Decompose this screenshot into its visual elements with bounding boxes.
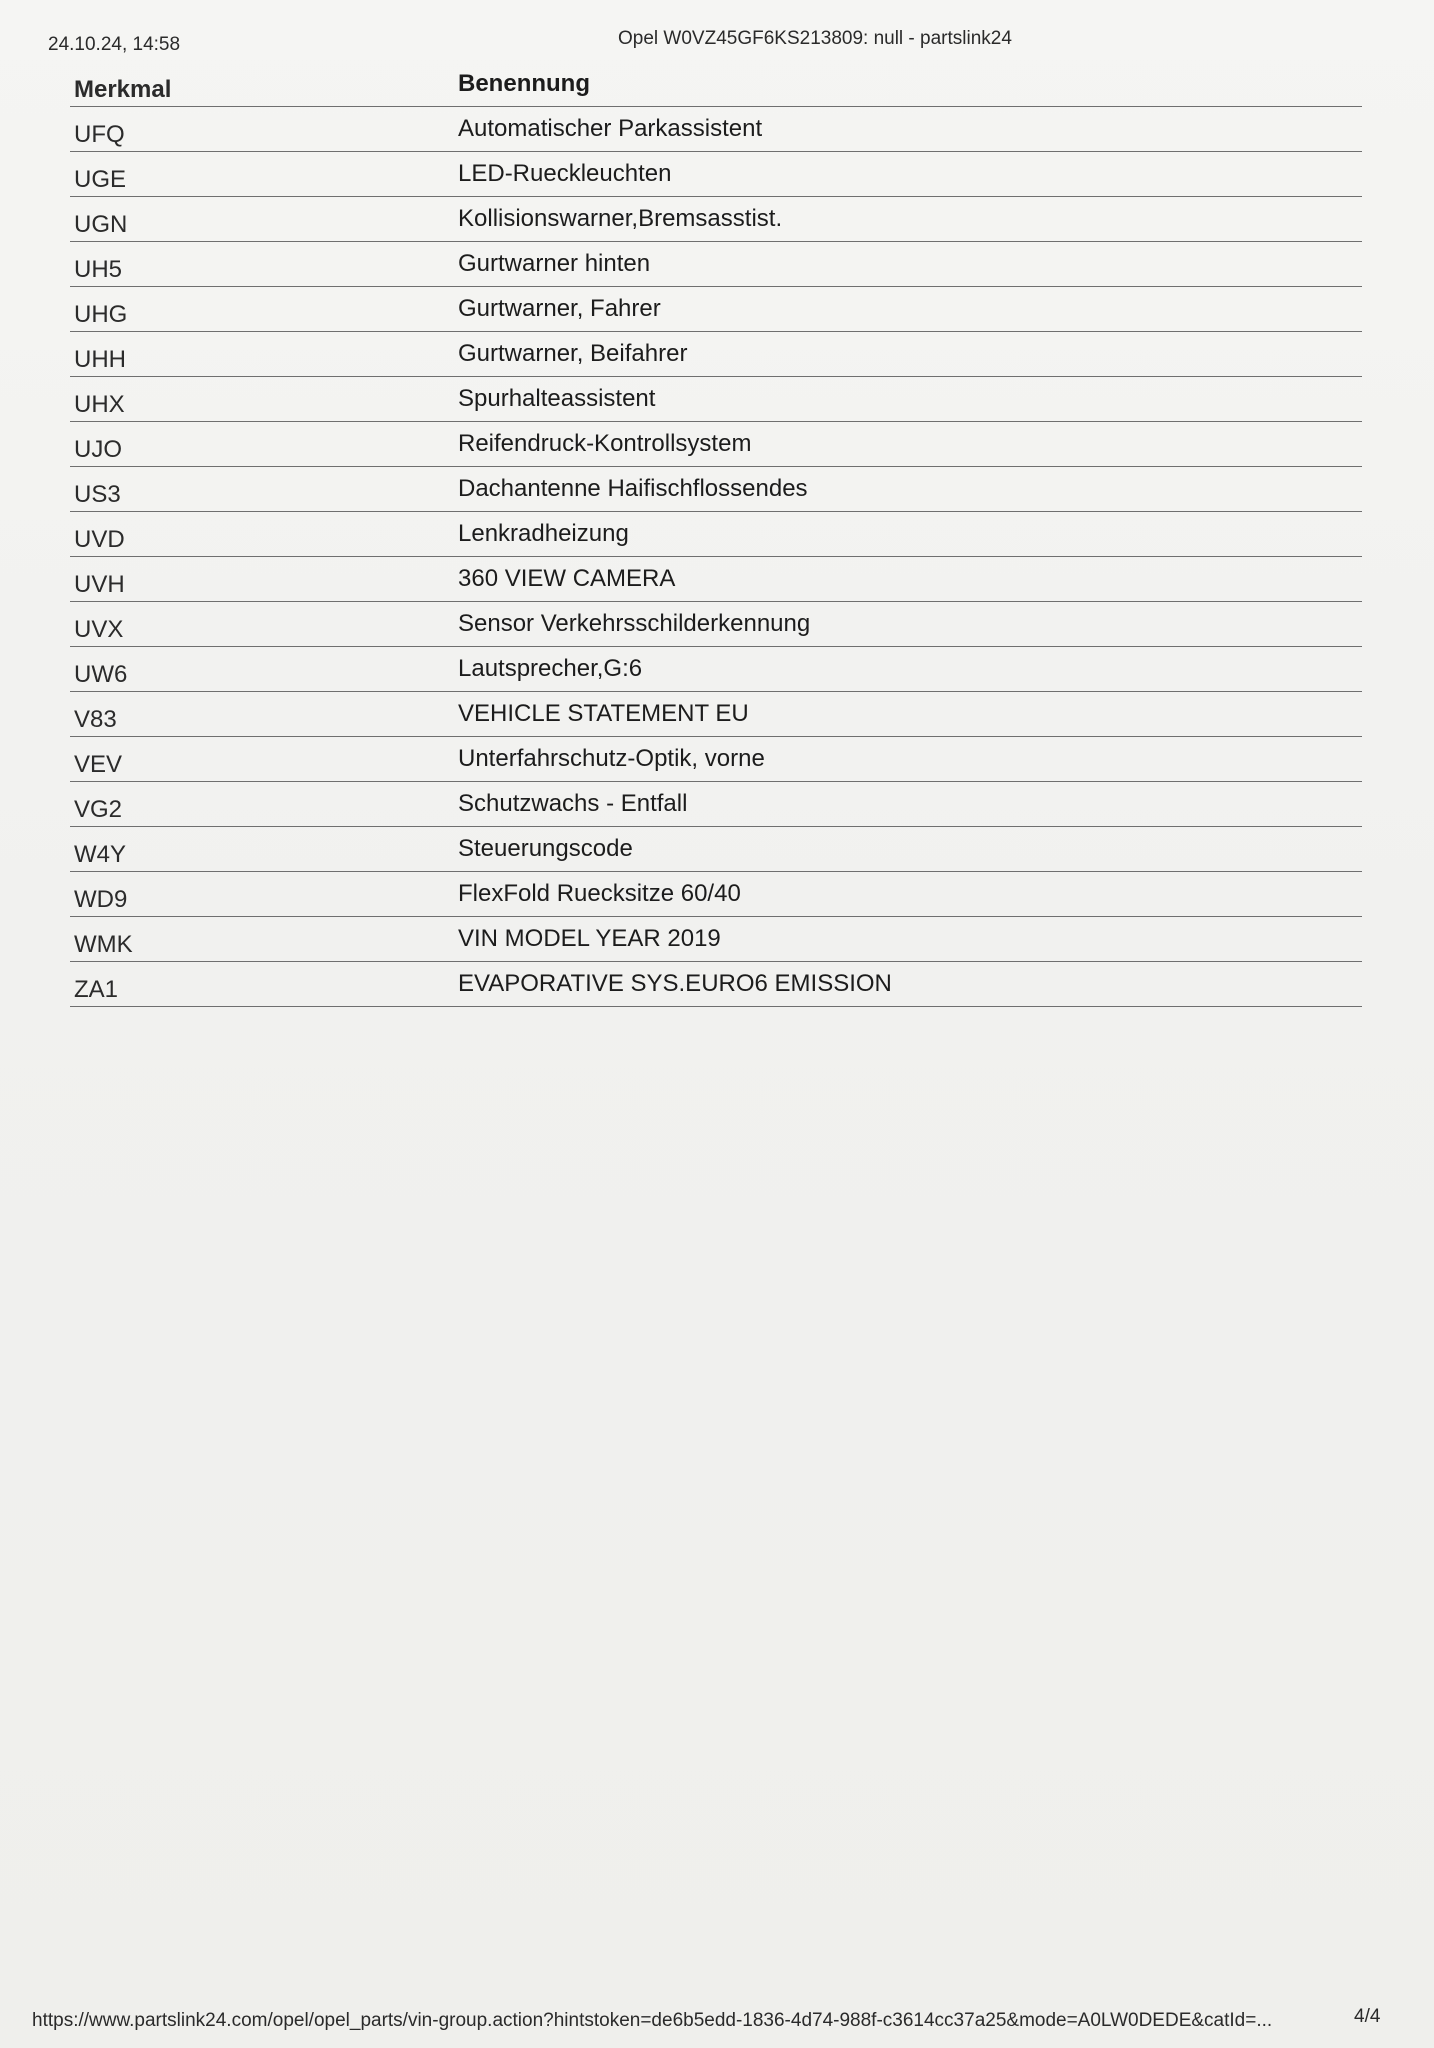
feature-name: Kollisionswarner,Bremsasstist. bbox=[458, 205, 783, 232]
feature-name: Sensor Verkehrsschilderkennung bbox=[458, 610, 811, 637]
table-header-row bbox=[70, 64, 1362, 107]
feature-code: UH5 bbox=[74, 256, 123, 283]
feature-name: Gurtwarner, Fahrer bbox=[458, 295, 661, 322]
feature-code: UVH bbox=[74, 571, 125, 598]
table-row bbox=[70, 647, 1362, 692]
feature-code: V83 bbox=[74, 706, 117, 733]
table-body bbox=[70, 107, 1362, 1007]
feature-code: UW6 bbox=[74, 661, 128, 688]
table-row bbox=[70, 152, 1362, 197]
features-table bbox=[70, 64, 1362, 1007]
feature-name: Lautsprecher,G:6 bbox=[458, 655, 643, 682]
table-row bbox=[70, 782, 1362, 827]
feature-name: Reifendruck-Kontrollsystem bbox=[458, 430, 752, 457]
table-row bbox=[70, 827, 1362, 872]
table-row bbox=[70, 692, 1362, 737]
feature-name: Gurtwarner hinten bbox=[458, 250, 651, 277]
feature-name: LED-Rueckleuchten bbox=[458, 160, 672, 187]
footer-url: https://www.partslink24.com/opel/opel_parts/vin-group.action?hintstoken=de6b5edd-1836-4d74-988f-c3614cc37a25&mode=A0LW0DEDE&catId=... bbox=[32, 2010, 1273, 2031]
feature-name: Dachantenne Haifischflossendes bbox=[458, 475, 808, 502]
table-row bbox=[70, 962, 1362, 1007]
table-row bbox=[70, 107, 1362, 152]
feature-code: W4Y bbox=[74, 841, 127, 868]
feature-code: US3 bbox=[74, 481, 121, 508]
feature-code: UGE bbox=[74, 166, 127, 193]
feature-name: VEHICLE STATEMENT EU bbox=[458, 700, 749, 727]
table-row bbox=[70, 512, 1362, 557]
column-header-merkmal: Merkmal bbox=[74, 76, 172, 103]
feature-code: ZA1 bbox=[74, 976, 119, 1003]
print-date: 24.10.24, 14:58 bbox=[48, 34, 181, 55]
feature-name: Automatischer Parkassistent bbox=[458, 115, 763, 142]
feature-name: VIN MODEL YEAR 2019 bbox=[458, 925, 721, 952]
table-row bbox=[70, 422, 1362, 467]
page-title: Opel W0VZ45GF6KS213809: null - partslink24 bbox=[618, 28, 1012, 49]
table-row bbox=[70, 242, 1362, 287]
feature-name: Lenkradheizung bbox=[458, 520, 629, 547]
feature-code: WD9 bbox=[74, 886, 128, 913]
table-row bbox=[70, 737, 1362, 782]
feature-code: VEV bbox=[74, 751, 123, 778]
feature-code: UVD bbox=[74, 526, 125, 553]
feature-name: Schutzwachs - Entfall bbox=[458, 790, 688, 817]
table-row bbox=[70, 917, 1362, 962]
table-row bbox=[70, 467, 1362, 512]
feature-name: Spurhalteassistent bbox=[458, 385, 656, 412]
column-header-benennung: Benennung bbox=[458, 70, 590, 97]
feature-name: Gurtwarner, Beifahrer bbox=[458, 340, 688, 367]
page-number: 4/4 bbox=[1354, 2006, 1381, 2027]
feature-name: FlexFold Ruecksitze 60/40 bbox=[458, 880, 741, 907]
feature-code: UHX bbox=[74, 391, 125, 418]
feature-code: UVX bbox=[74, 616, 124, 643]
feature-code: UGN bbox=[74, 211, 128, 238]
feature-code: UJO bbox=[74, 436, 122, 463]
table-row bbox=[70, 197, 1362, 242]
feature-code: UHG bbox=[74, 301, 128, 328]
feature-code: WMK bbox=[74, 931, 133, 958]
feature-name: EVAPORATIVE SYS.EURO6 EMISSION bbox=[458, 970, 892, 997]
table-row bbox=[70, 332, 1362, 377]
table-row bbox=[70, 872, 1362, 917]
feature-name: 360 VIEW CAMERA bbox=[458, 565, 676, 592]
feature-code: UFQ bbox=[74, 121, 125, 148]
feature-code: UHH bbox=[74, 346, 126, 373]
feature-code: VG2 bbox=[74, 796, 123, 823]
table-row bbox=[70, 377, 1362, 422]
feature-name: Steuerungscode bbox=[458, 835, 633, 862]
table-row bbox=[70, 602, 1362, 647]
feature-name: Unterfahrschutz-Optik, vorne bbox=[458, 745, 765, 772]
table-row bbox=[70, 557, 1362, 602]
table-row bbox=[70, 287, 1362, 332]
